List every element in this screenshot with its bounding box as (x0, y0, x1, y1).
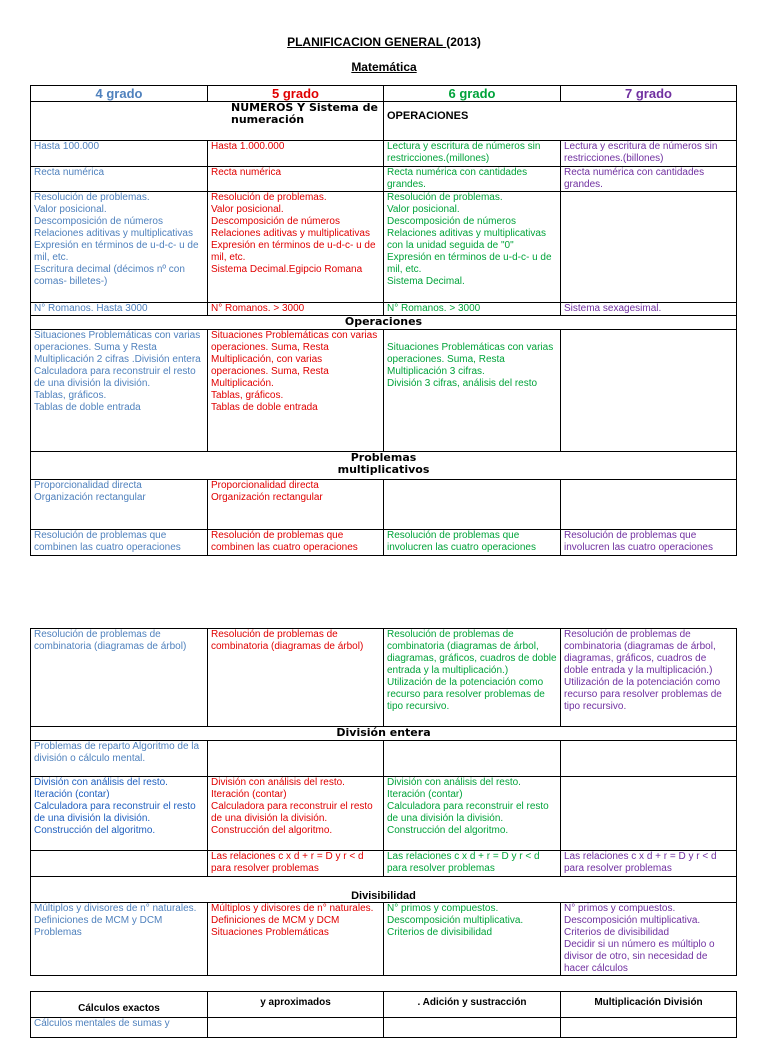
cell-line: Decidir si un número es múltiplo o divisor de otro, sin necesidad de hacer cálculos (564, 939, 715, 974)
cell-cuatro-7: Resolución de problemas que involucren las cuatro operaciones (561, 530, 737, 556)
cell-line: Multiplicación 3 cifras. (387, 366, 485, 377)
cell-line: Resolución de problemas de combinatoria (diagramas de árbol, diagramas, gráficos, cuadros de doble entrada y la multiplicación.) (564, 629, 716, 676)
cell-mult-7 (561, 903, 737, 976)
cell-line: Descomposición de números (211, 216, 340, 227)
cell-line: Resolución de problemas. (34, 192, 150, 203)
bottom-cell-5 (208, 1018, 384, 1038)
cell-recta-6: Recta numérica con cantidades grandes. (384, 167, 561, 192)
cell-valor-6 (384, 192, 561, 303)
section-numeros-left (31, 102, 384, 141)
cell-reparto-5 (208, 741, 384, 777)
cell-line: Proporcionalidad directa (34, 480, 142, 491)
cell-valor-7 (561, 192, 737, 303)
section-problemas (31, 452, 737, 480)
bottom-cell-4: Cálculos mentales de sumas y (31, 1018, 208, 1038)
cell-line: Calculadora para reconstruir el resto de una división la división. (34, 801, 196, 824)
cell-operaciones-5 (208, 330, 384, 452)
cell-line: Iteración (contar) (211, 789, 287, 800)
cell-line: Múltiplos y divisores de n° naturales. (34, 903, 197, 914)
section-numeros-row (31, 102, 737, 141)
cell-line: Descomposición multiplicativa. (564, 915, 701, 926)
cell-line: División con análisis del resto. (211, 777, 345, 788)
cell-rel-7: Las relaciones c x d + r = D y r < d para resolver problemas (561, 851, 737, 877)
cell-line: Resolución de problemas. (211, 192, 327, 203)
bottom-header-4: Multiplicación División (561, 992, 737, 1018)
cell-line: Organización rectangular (34, 492, 146, 503)
cell-comb-6 (384, 629, 561, 727)
cell-cuatro-6: Resolución de problemas que involucren las cuatro operaciones (384, 530, 561, 556)
cell-line: Criterios de divisibilidad (387, 927, 493, 938)
cell-line: Organización rectangular (211, 492, 323, 503)
cell-rel-4 (31, 851, 208, 877)
planning-table-2 (30, 628, 737, 976)
cell-line: Relaciones aditivas y multiplicativas (34, 228, 193, 239)
bottom-header-1: Cálculos exactos (31, 992, 208, 1018)
row-proporcionalidad (31, 480, 737, 530)
cell-line: Valor posicional. (34, 204, 107, 215)
cell-line: Situaciones Problemáticas con varias operaciones. Suma y Resta (34, 330, 201, 353)
cell-line: Resolución de problemas. (387, 192, 503, 203)
cell-comb-7 (561, 629, 737, 727)
cell-line: División con análisis del resto. (387, 777, 521, 788)
row-multiplos (31, 903, 737, 976)
cell-romanos-4: N° Romanos. Hasta 3000 (31, 303, 208, 316)
cell-line: Multiplicación. (211, 378, 274, 389)
cell-recta-5: Recta numérica (208, 167, 384, 192)
row-romanos (31, 303, 737, 316)
cell-div-5 (208, 777, 384, 851)
row-hasta (31, 141, 737, 167)
cell-romanos-7: Sistema sexagesimal. (561, 303, 737, 316)
row-combinatoria (31, 629, 737, 727)
cell-line: Utilización de la potenciación como recurso para resolver problemas de tipo recursivo. (564, 677, 722, 712)
cell-mult-4 (31, 903, 208, 976)
planning-table-1 (30, 85, 737, 556)
section-numeros-title: NUMEROS Y Sistema de numeración (231, 101, 378, 126)
cell-hasta-6: Lectura y escritura de números sin restricciones.(millones) (384, 141, 561, 167)
row-operaciones (31, 330, 737, 452)
cell-line: N° primos y compuestos. (564, 903, 676, 914)
cell-div-4 (31, 777, 208, 851)
cell-operaciones-7 (561, 330, 737, 452)
title-year: (2013) (446, 35, 481, 49)
cell-romanos-5: N° Romanos. > 3000 (208, 303, 384, 316)
row-cuatro-ops (31, 530, 737, 556)
cell-line: Descomposición de números (387, 216, 516, 227)
cell-line: Calculadora para reconstruir el resto de una división la división. (387, 801, 549, 824)
cell-comb-5: Resolución de problemas de combinatoria (diagramas de árbol) (208, 629, 384, 727)
cell-line: Sistema Decimal. (387, 276, 465, 287)
cell-cuatro-5: Resolución de problemas que combinen las cuatro operaciones (208, 530, 384, 556)
cell-line: Multiplicación, con varias operaciones. Suma, Resta (211, 354, 329, 377)
cell-valor-4 (31, 192, 208, 303)
grade-4-header: 4 grado (31, 86, 208, 102)
subject-text: Matemática (351, 60, 417, 74)
cell-line: Tablas, gráficos. (34, 390, 107, 401)
cell-line: Construcción del algoritmo. (211, 825, 333, 836)
cell-line: División 3 cifras, análisis del resto (387, 378, 538, 389)
cell-line: Sistema Decimal.Egipcio Romana (211, 264, 363, 275)
cell-line: Iteración (contar) (387, 789, 463, 800)
section-divisibilidad-row (31, 877, 737, 903)
cell-operaciones-6 (384, 330, 561, 452)
bottom-row (31, 1018, 737, 1038)
cell-line: Valor posicional. (387, 204, 460, 215)
cell-recta-4: Recta numérica (31, 167, 208, 192)
row-relaciones (31, 851, 737, 877)
cell-line: Multiplicación 2 cifras .División entera (34, 354, 201, 365)
grade-6-header: 6 grado (384, 86, 561, 102)
cell-line: Problemas (34, 927, 82, 938)
cell-line: Expresión en términos de u-d-c- u de mil, etc. (211, 240, 376, 263)
document-title (0, 35, 768, 49)
grade-7-header: 7 grado (561, 86, 737, 102)
cell-line: Tablas, gráficos. (211, 390, 284, 401)
cell-hasta-7: Lectura y escritura de números sin restricciones.(billones) (561, 141, 737, 167)
cell-line: Situaciones Problemáticas (211, 927, 329, 938)
cell-rel-5: Las relaciones c x d + r = D y r < d para resolver problemas (208, 851, 384, 877)
cell-line: Definiciones de MCM y DCM (34, 915, 163, 926)
cell-line: Calculadora para reconstruir el resto de una división la división. (211, 801, 373, 824)
cell-line: Construcción del algoritmo. (34, 825, 156, 836)
section-numeros-right (384, 102, 737, 141)
cell-operaciones-4 (31, 330, 208, 452)
cell-cuatro-4: Resolución de problemas que combinen las cuatro operaciones (31, 530, 208, 556)
cell-hasta-4: Hasta 100.000 (31, 141, 208, 167)
cell-rel-6: Las relaciones c x d + r = D y r < d para resolver problemas (384, 851, 561, 877)
bottom-header-3: . Adición y sustracción (384, 992, 561, 1018)
cell-line: Construcción del algoritmo. (387, 825, 509, 836)
row-reparto (31, 741, 737, 777)
cell-line: Criterios de divisibilidad (564, 927, 670, 938)
section-divisibilidad-title: Divisibilidad (351, 890, 416, 902)
cell-line: Resolución de problemas de combinatoria (diagramas de árbol, diagramas, gráficos, cuadros de doble entrada y la multiplicación.) (387, 629, 557, 676)
cell-recta-7: Recta numérica con cantidades grandes. (561, 167, 737, 192)
cell-line: Tablas de doble entrada (34, 402, 141, 413)
grade-header-row (31, 86, 737, 102)
document-subject (0, 60, 768, 74)
cell-line: Valor posicional. (211, 204, 284, 215)
section-operaciones: Operaciones (31, 316, 737, 330)
cell-mult-6 (384, 903, 561, 976)
grade-5-header: 5 grado (208, 86, 384, 102)
title-text: PLANIFICACION GENERAL (287, 35, 447, 49)
cell-prop-4 (31, 480, 208, 530)
cell-line: Proporcionalidad directa (211, 480, 319, 491)
bottom-header-2: y aproximados (208, 992, 384, 1018)
cell-line: Situaciones Problemáticas con varias operaciones. Suma, Resta (387, 342, 554, 365)
cell-line: N° primos y compuestos. (387, 903, 499, 914)
section-division: División entera (31, 727, 737, 741)
cell-line: Expresión en términos de u-d-c- u de mil, etc. (387, 252, 552, 275)
cell-line: Relaciones aditivas y multiplicativas (211, 228, 370, 239)
planning-table-3 (30, 991, 737, 1038)
cell-line: Definiciones de MCM y DCM (211, 915, 340, 926)
bottom-header-row (31, 992, 737, 1018)
cell-line: Descomposición multiplicativa. (387, 915, 524, 926)
cell-div-7 (561, 777, 737, 851)
cell-prop-5 (208, 480, 384, 530)
cell-line: Calculadora para reconstruir el resto de una división la división. (34, 366, 196, 389)
section-division-row (31, 727, 737, 741)
cell-reparto-6 (384, 741, 561, 777)
cell-line: División con análisis del resto. (34, 777, 168, 788)
cell-line: Utilización de la potenciación como recurso para resolver problemas de tipo recursivo. (387, 677, 545, 712)
cell-hasta-5: Hasta 1.000.000 (208, 141, 384, 167)
cell-prop-6 (384, 480, 561, 530)
cell-line: Expresión en términos de u-d-c- u de mil, etc. (34, 240, 199, 263)
cell-line: Múltiplos y divisores de n° naturales. (211, 903, 374, 914)
cell-line: Relaciones aditivas y multiplicativas con la unidad seguida de "0" (387, 228, 546, 251)
cell-line: Escritura decimal (décimos nº con comas- billetes-) (34, 264, 185, 287)
cell-line: Tablas de doble entrada (211, 402, 318, 413)
row-valor (31, 192, 737, 303)
cell-div-6 (384, 777, 561, 851)
cell-line: Situaciones Problemáticas con varias operaciones. Suma, Resta (211, 330, 378, 353)
cell-mult-5 (208, 903, 384, 976)
cell-valor-5 (208, 192, 384, 303)
cell-romanos-6: N° Romanos. > 3000 (384, 303, 561, 316)
cell-line: Iteración (contar) (34, 789, 110, 800)
section-divisibilidad (31, 877, 737, 903)
section-problemas-row (31, 452, 737, 480)
cell-reparto-4: Problemas de reparto Algoritmo de la división o cálculo mental. (31, 741, 208, 777)
cell-prop-7 (561, 480, 737, 530)
cell-comb-4: Resolución de problemas de combinatoria (diagramas de árbol) (31, 629, 208, 727)
section-operaciones-title: OPERACIONES (387, 110, 469, 122)
cell-reparto-7 (561, 741, 737, 777)
section-operaciones-row (31, 316, 737, 330)
row-recta (31, 167, 737, 192)
cell-line: Descomposición de números (34, 216, 163, 227)
bottom-cell-7 (561, 1018, 737, 1038)
bottom-cell-6 (384, 1018, 561, 1038)
row-division (31, 777, 737, 851)
section-problemas-title: Problemas multiplicativos (337, 451, 430, 476)
